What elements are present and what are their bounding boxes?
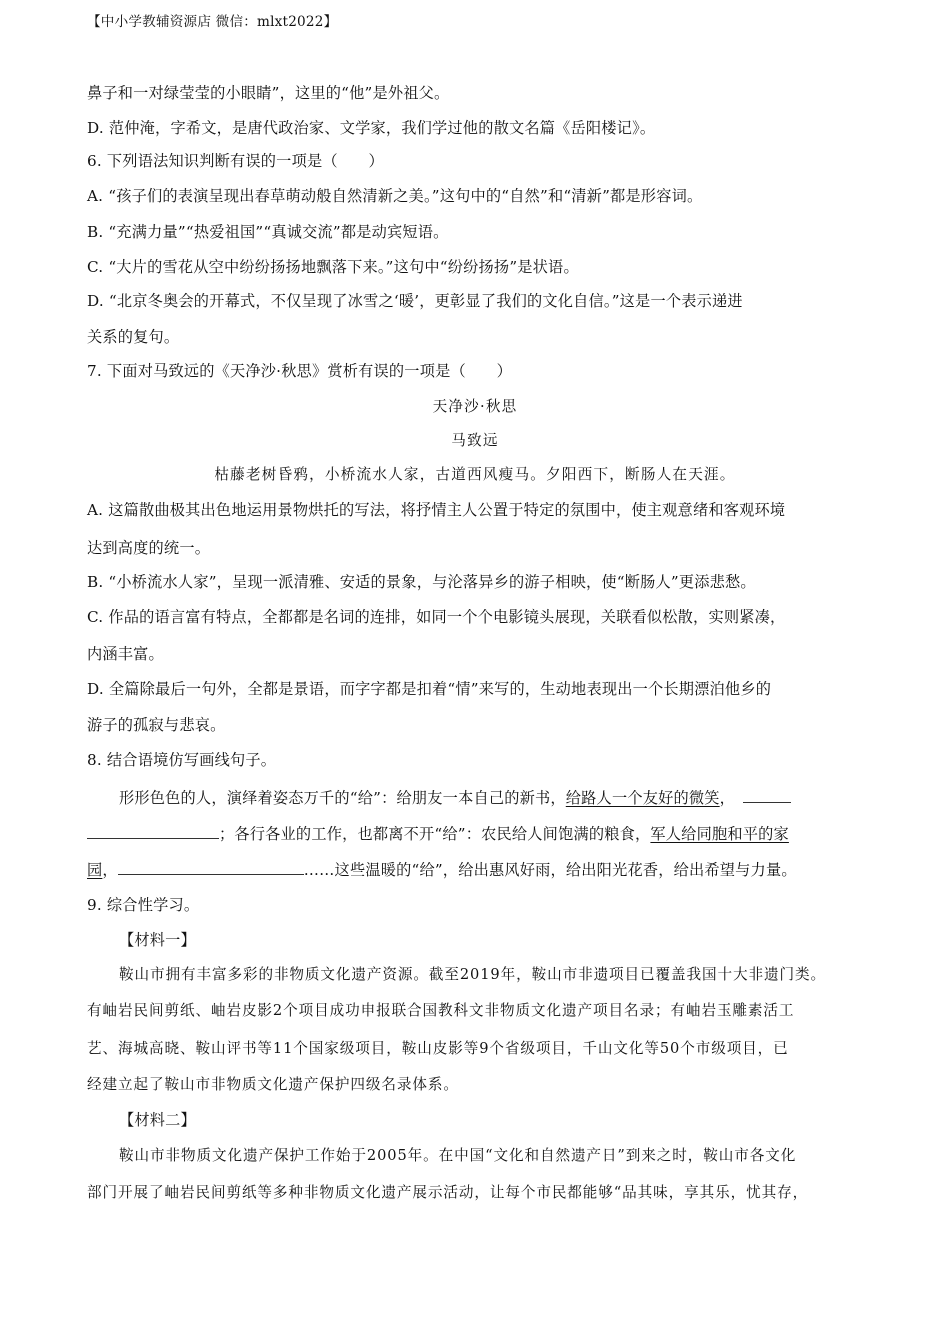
- q6-option-b: B. “充满力量”“热爱祖国”“真诚交流”都是动宾短语。: [87, 223, 449, 241]
- poem-title: 天净沙·秋思: [432, 398, 518, 415]
- poem-author: 马致远: [451, 432, 499, 449]
- question-7: 7. 下面对马致远的《天净沙·秋思》赏析有误的一项是（ ）: [87, 362, 513, 380]
- q8-text: 形形色色的人，演绎着姿态万千的“给”：给朋友一本自己的新书，: [119, 789, 566, 807]
- q7-option-c-cont: 内涵丰富。: [87, 645, 164, 663]
- q8-text: ……这些温暖的“给”，给出惠风好雨，给出阳光花香，给出希望与力量。: [303, 861, 797, 879]
- material-1-text: 有岫岩民间剪纸、岫岩皮影2个项目成功申报联合国教科文非物质文化遗产项目名录；有岫岩玉雕素活工: [87, 1002, 795, 1019]
- page-header: 【中小学教辅资源店 微信：mlxt2022】: [87, 14, 338, 30]
- q6-option-c: C. “大片的雪花从空中纷纷扬扬地飘落下来。”这句中“纷纷扬扬”是状语。: [87, 258, 579, 276]
- q6-option-d: D. “北京冬奥会的开幕式，不仅呈现了冰雪之‘暖’，更彰显了我们的文化自信。”这是一个表示递进: [87, 292, 743, 310]
- poem-body: 枯藤老树昏鸦，小桥流水人家，古道西风瘦马。夕阳西下，断肠人在天涯。: [214, 466, 736, 483]
- material-2-title: 【材料二】: [119, 1111, 196, 1129]
- answer-blank-2[interactable]: [118, 858, 304, 875]
- material-2-text: 鞍山市非物质文化遗产保护工作始于2005年。在中国“文化和自然遗产日”到来之时，鞍山市各文化: [119, 1147, 797, 1164]
- underlined-sentence: 军人给同胞和平的家: [650, 825, 789, 843]
- question-6: 6. 下列语法知识判断有误的一项是（ ）: [87, 152, 384, 170]
- question-9: 9. 综合性学习。: [87, 896, 200, 914]
- q7-option-b: B. “小桥流水人家”，呈现一派清雅、安适的景象，与沦落异乡的游子相映，使“断肠人”更添悲愁。: [87, 573, 756, 591]
- q7-option-c: C. 作品的语言富有特点，全都都是名词的连排，如同一个个电影镜头展现，关联看似松散，实则紧凑，: [87, 608, 786, 626]
- q6-option-d-cont: 关系的复句。: [87, 328, 180, 346]
- question-8: 8. 结合语境仿写画线句子。: [87, 751, 277, 769]
- material-1-text: 艺、海城高晓、鞍山评书等11个国家级项目，鞍山皮影等9个省级项目，千山文化等50个市级项目，已: [87, 1040, 789, 1057]
- q8-paragraph-line-3: [87, 858, 797, 881]
- material-1-text: 鞍山市拥有丰富多彩的非物质文化遗产资源。截至2019年，鞍山市非遗项目已覆盖我国十大非遗门类。: [119, 966, 826, 983]
- q7-option-a: A. 这篇散曲极其出色地运用景物烘托的写法，将抒情主人公置于特定的氛围中，使主观意绪和客观环境: [87, 501, 786, 519]
- option-d: D. 范仲淹，字希文，是唐代政治家、文学家，我们学过他的散文名篇《岳阳楼记》。: [87, 119, 656, 137]
- q7-option-d-cont: 游子的孤寂与悲哀。: [87, 716, 226, 734]
- material-1-text: 经建立起了鞍山市非物质文化遗产保护四级名录体系。: [87, 1076, 459, 1093]
- underlined-sentence: 给路人一个友好的微笑: [565, 789, 720, 807]
- q8-text: ，: [102, 861, 118, 879]
- q7-option-a-cont: 达到高度的统一。: [87, 539, 211, 557]
- material-1-title: 【材料一】: [119, 931, 196, 949]
- answer-blank-1-cont[interactable]: [87, 822, 219, 839]
- answer-blank-1[interactable]: [743, 786, 791, 803]
- q6-option-a: A. “孩子们的表演呈现出春草萌动般自然清新之美。”这句中的“自然”和“清新”都是形容词。: [87, 187, 703, 205]
- q8-text: ；各行各业的工作，也都离不开“给”：农民给人间饱满的粮食，: [219, 825, 651, 843]
- text-line: 鼻子和一对绿莹莹的小眼睛”，这里的“他”是外祖父。: [87, 84, 450, 102]
- q8-paragraph-line-2: [87, 822, 789, 845]
- underlined-sentence: 园: [87, 861, 103, 879]
- q8-paragraph-line-1: [119, 786, 791, 809]
- q8-text: ，: [719, 789, 736, 807]
- q7-option-d: D. 全篇除最后一句外，全都是景语，而字字都是扣着“情”来写的，生动地表现出一个长期漂泊他乡的: [87, 680, 772, 698]
- material-2-text: 部门开展了岫岩民间剪纸等多种非物质文化遗产展示活动，让每个市民都能够“品其味，享其乐，忧其存，: [87, 1184, 809, 1201]
